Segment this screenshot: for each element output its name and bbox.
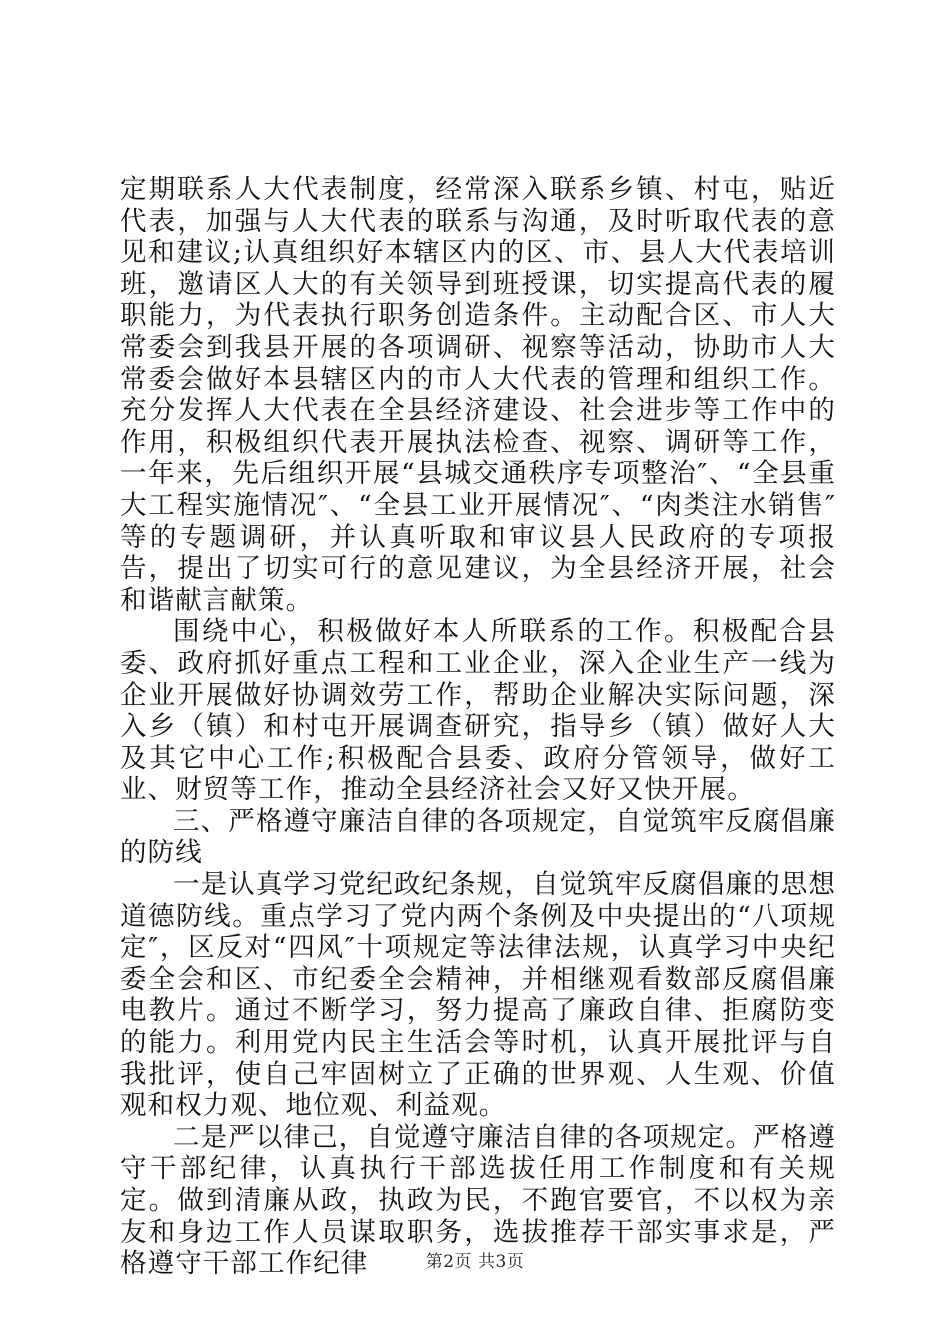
paragraph-representative-contact: 定期联系人大代表制度，经常深入联系乡镇、村屯，贴近代表，加强与人大代表的联系与沟通，及时听取代表的意见和建议;认真组织好本辖区内的区、市、县人大代表培训班，邀请区人大的有关领导到班授课，切实提高代表的履职能力，为代表执行职务创造条件。主动配合区、市人大常委会到我县开展的各项调研、视察等活动，协助市人大常委会做好本县辖区内的市人大代表的管理和组织工作。充分发挥人大代表在全县经济建设、社会进步等工作中的作用，积极组织代表开展执法检查、视察、调研等工作，一年来，先后组织开展“县城交通秩序专项整治″、“全县重大工程实施情况″、“全县工业开展情况″、“肉类注水销售″等的专题调研，并认真听取和审议县人民政府的专项报告，提出了切实可行的意见建议，为全县经济开展，社会和谐献言献策。 — [120, 174, 836, 616]
section-heading-integrity: 三、严格遵守廉洁自律的各项规定，自觉筑牢反腐倡廉的防线 — [120, 805, 836, 869]
paragraph-self-discipline: 二是严以律己，自觉遵守廉洁自律的各项规定。严格遵守干部纪律，认真执行干部选拔任用工作制度和有关规定。做到清廉从政，执政为民，不跑官要官，不以权为亲友和身边工作人员谋取职务，选拔推荐干部实事求是，严格遵守干部工作纪律 — [120, 1121, 836, 1280]
paragraph-central-work: 围绕中心，积极做好本人所联系的工作。积极配合县委、政府抓好重点工程和工业企业，深入企业生产一线为企业开展做好协调效劳工作，帮助企业解决实际问题，深入乡（镇）和村屯开展调查研究，指导乡（镇）做好人大及其它中心工作;积极配合县委、政府分管领导，做好工业、财贸等工作，推动全县经济社会又好又快开展。 — [120, 616, 836, 806]
document-body — [120, 174, 836, 1280]
paragraph-study-discipline: 一是认真学习党纪政纪条规，自觉筑牢反腐倡廉的思想道德防线。重点学习了党内两个条例及中央提出的“八项规定″，区反对“四风″十项规定等法律法规，认真学习中央纪委全会和区、市纪委全会精神，并相继观看数部反腐倡廉电教片。通过不断学习，努力提高了廉政自律、拒腐防变的能力。利用党内民主生活会等时机，认真开展批评与自我批评，使自己牢固树立了正确的世界观、人生观、价值观和权力观、地位观、利益观。 — [120, 869, 836, 1122]
page-number-footer: 第2页 共3页 — [425, 1252, 525, 1272]
